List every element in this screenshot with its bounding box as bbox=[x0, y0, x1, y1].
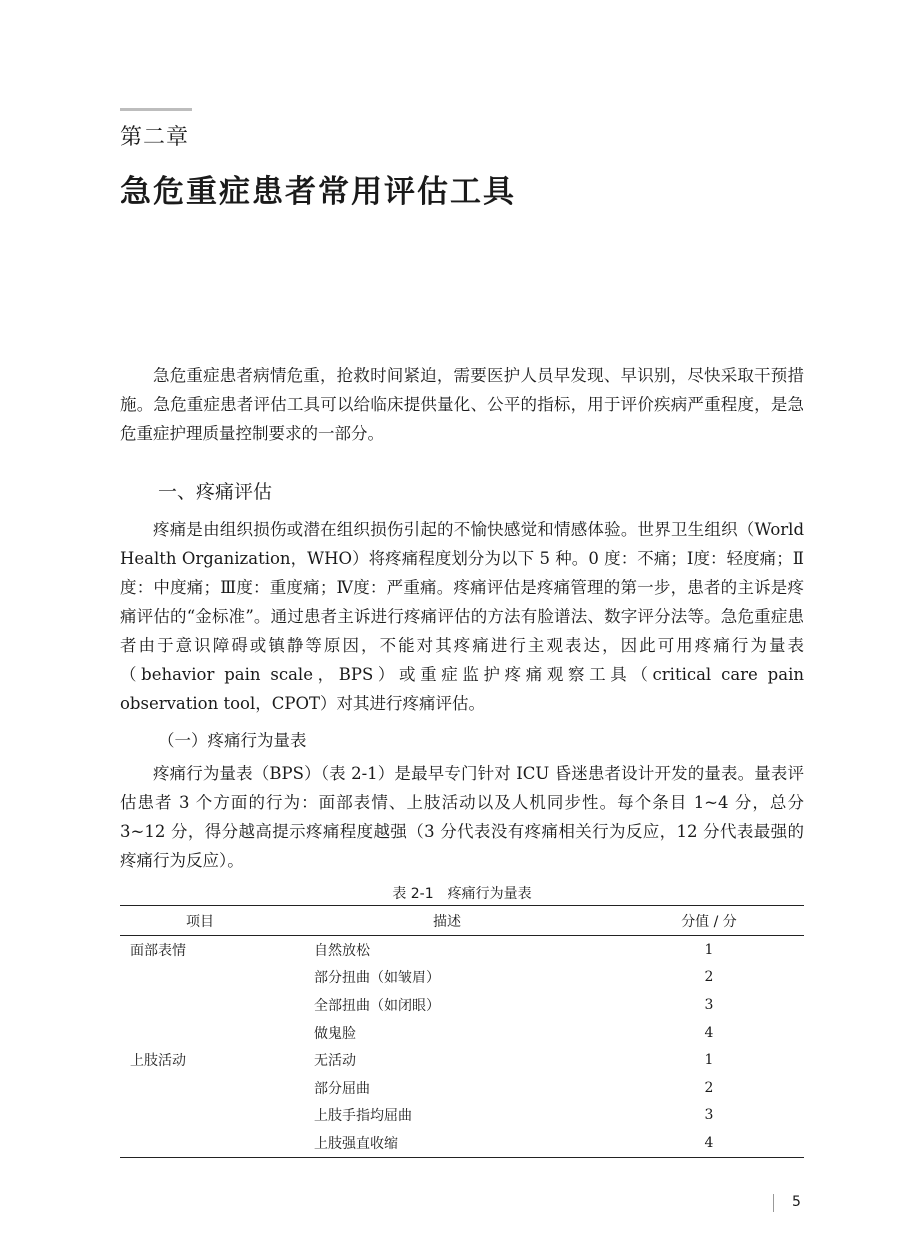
row-item: 上肢活动 bbox=[130, 1053, 186, 1070]
row-description: 自然放松 bbox=[314, 942, 370, 959]
row-item: 面部表情 bbox=[130, 942, 186, 959]
table-row bbox=[120, 1019, 804, 1047]
row-description: 无活动 bbox=[314, 1053, 356, 1070]
row-score: 4 bbox=[704, 1024, 714, 1041]
subsection-heading-bps: （一）疼痛行为量表 bbox=[158, 731, 307, 750]
row-score: 3 bbox=[704, 1107, 714, 1124]
row-item bbox=[120, 1102, 280, 1130]
header-score: 分值 / 分 bbox=[614, 906, 804, 936]
row-description: 部分扭曲（如皱眉） bbox=[314, 970, 440, 987]
table-header-row bbox=[120, 906, 804, 936]
row-score: 2 bbox=[704, 969, 714, 986]
pain-paragraph: 疼痛是由组织损伤或潜在组织损伤引起的不愉快感觉和情感体验。世界卫生组织（World Health Organization，WHO）将疼痛程度划分为以下 5 种。0 度：不痛；Ⅰ度：轻度痛；Ⅱ度：中度痛；Ⅲ度：重度痛；Ⅳ度：严重痛。疼痛评估是疼痛管理的第一步，患者的主诉是疼痛评估的“金标准”。通过患者主诉进行疼痛评估的方法有脸谱法、数字评分法等。急危重症患者由于意识障碍或镇静等原因，不能对其疼痛进行主观表达，因此可用疼痛行为量表（behavior pain scale，BPS）或重症监护疼痛观察工具（critical care pain observation tool，CPOT）对其进行疼痛评估。 bbox=[120, 520, 804, 713]
row-description: 做鬼脸 bbox=[314, 1025, 356, 1042]
table-row bbox=[120, 1129, 804, 1157]
chapter-rule bbox=[120, 108, 192, 111]
row-score: 1 bbox=[704, 1052, 714, 1069]
row-score: 4 bbox=[614, 1129, 804, 1157]
bps-paragraph: 疼痛行为量表（BPS）（表 2-1）是最早专门针对 ICU 昏迷患者设计开发的量表。量表评估患者 3 个方面的行为：面部表情、上肢活动以及人机同步性。每个条目 1~4 分，总分 3~12 分，得分越高提示疼痛程度越强（3 分代表没有疼痛相关行为反应，12 分代表最强的疼痛行为反应）。 bbox=[120, 764, 804, 870]
row-score: 1 bbox=[704, 941, 714, 958]
row-description: 上肢强直收缩 bbox=[280, 1129, 614, 1157]
chapter-title: 急危重症患者常用评估工具 bbox=[120, 174, 516, 210]
table-row bbox=[120, 1102, 804, 1130]
table-row bbox=[120, 991, 804, 1019]
section-heading-pain: 一、疼痛评估 bbox=[158, 481, 273, 503]
row-description: 全部扭曲（如闭眼） bbox=[314, 997, 440, 1014]
table-row bbox=[120, 1074, 804, 1102]
folio-divider bbox=[773, 1194, 774, 1212]
row-score: 2 bbox=[704, 1079, 714, 1096]
bps-table bbox=[120, 905, 804, 1158]
table-row bbox=[120, 936, 804, 964]
chapter-number: 第二章 bbox=[120, 125, 190, 150]
row-item bbox=[120, 1074, 280, 1102]
table-caption: 表 2-1 疼痛行为量表 bbox=[392, 886, 532, 902]
intro-paragraph: 急危重症患者病情危重，抢救时间紧迫，需要医护人员早发现、早识别，尽快采取干预措施。急危重症患者评估工具可以给临床提供量化、公平的指标，用于评价疾病严重程度，是急危重症护理质量控制要求的一部分。 bbox=[120, 366, 804, 443]
row-item bbox=[120, 991, 280, 1019]
row-score: 3 bbox=[704, 996, 714, 1013]
row-description: 部分屈曲 bbox=[314, 1080, 370, 1097]
row-description: 上肢手指均屈曲 bbox=[314, 1108, 412, 1125]
row-item bbox=[120, 1019, 280, 1047]
header-item: 项目 bbox=[120, 906, 280, 936]
row-item bbox=[120, 964, 280, 992]
header-description: 描述 bbox=[280, 906, 614, 936]
table-row bbox=[120, 964, 804, 992]
table-row bbox=[120, 1046, 804, 1074]
row-item bbox=[120, 1129, 280, 1157]
page-number: 5 bbox=[792, 1194, 801, 1210]
